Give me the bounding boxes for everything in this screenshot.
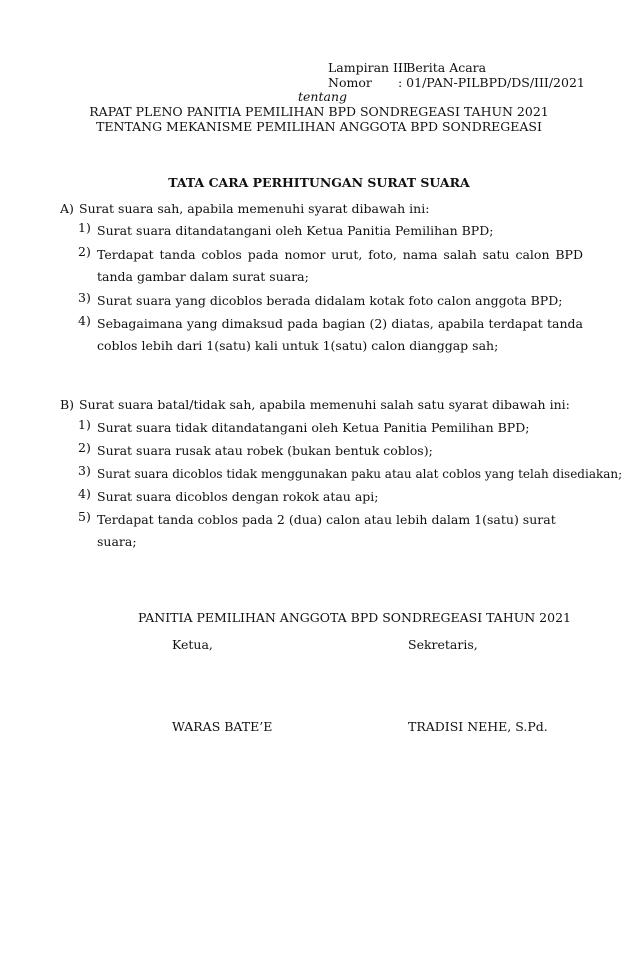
list-item-text: Terdapat tanda coblos pada 2 (dua) calon atau lebih dalam 1(satu) surat suara; bbox=[97, 512, 556, 549]
list-item-text: Surat suara rusak atau robek (bukan bentuk coblos); bbox=[97, 443, 433, 458]
attachment-value: : Berita Acara bbox=[398, 60, 487, 75]
number-label: Nomor bbox=[328, 75, 372, 90]
list-item-text: Surat suara ditandatangani oleh Ketua Panitia Pemilihan BPD; bbox=[97, 223, 494, 238]
list-item-number: 2) bbox=[78, 440, 91, 455]
attachment-label: Lampiran III bbox=[328, 60, 408, 75]
secretary-name: TRADISI NEHE, S.Pd. bbox=[408, 719, 548, 734]
chair-name: WARAS BATE’E bbox=[172, 719, 273, 734]
list-item-number: 1) bbox=[78, 220, 91, 235]
section-a-heading-text: Surat suara sah, apabila memenuhi syarat dibawah ini: bbox=[79, 201, 430, 216]
committee-name: PANITIA PEMILIHAN ANGGOTA BPD SONDREGEASI TAHUN 2021 bbox=[138, 610, 571, 625]
about-label: tentang bbox=[298, 89, 347, 104]
list-item-number: 1) bbox=[78, 417, 91, 432]
list-item-text: Surat suara dicoblos tidak menggunakan paku atau alat coblos yang telah disediakan; bbox=[97, 467, 623, 481]
list-item-text: Surat suara tidak ditandatangani oleh Ketua Panitia Pemilihan BPD; bbox=[97, 420, 530, 435]
list-item-number: 5) bbox=[78, 509, 91, 524]
chair-role: Ketua, bbox=[172, 637, 213, 652]
list-item-text: Terdapat tanda coblos pada nomor urut, foto, nama salah satu calon BPD tanda gambar dalam surat suara; bbox=[97, 247, 583, 284]
list-item-number: 3) bbox=[78, 463, 91, 478]
list-item-text: Sebagaimana yang dimaksud pada bagian (2) diatas, apabila terdapat tanda coblos lebih dari 1(satu) kali untuk 1(satu) calon dianggap sah; bbox=[97, 316, 583, 353]
list-item-number: 3) bbox=[78, 290, 91, 305]
number-value: : 01/PAN-PILBPD/DS/III/2021 bbox=[398, 75, 585, 90]
section-b-heading-text: Surat suara batal/tidak sah, apabila memenuhi salah satu syarat dibawah ini: bbox=[79, 397, 570, 412]
list-item-number: 4) bbox=[78, 313, 91, 328]
list-item-number: 4) bbox=[78, 486, 91, 501]
header-line-2: TENTANG MEKANISME PEMILIHAN ANGGOTA BPD SONDREGEASI bbox=[96, 119, 542, 134]
section-b-marker: B) bbox=[60, 397, 75, 412]
document-title: TATA CARA PERHITUNGAN SURAT SUARA bbox=[168, 175, 470, 190]
secretary-role: Sekretaris, bbox=[408, 637, 478, 652]
section-a-marker: A) bbox=[60, 201, 74, 216]
list-item-number: 2) bbox=[78, 244, 91, 259]
list-item-text: Surat suara yang dicoblos berada didalam kotak foto calon anggota BPD; bbox=[97, 293, 563, 308]
header-line-1: RAPAT PLENO PANITIA PEMILIHAN BPD SONDREGEASI TAHUN 2021 bbox=[89, 104, 549, 119]
list-item-text: Surat suara dicoblos dengan rokok atau api; bbox=[97, 489, 379, 504]
